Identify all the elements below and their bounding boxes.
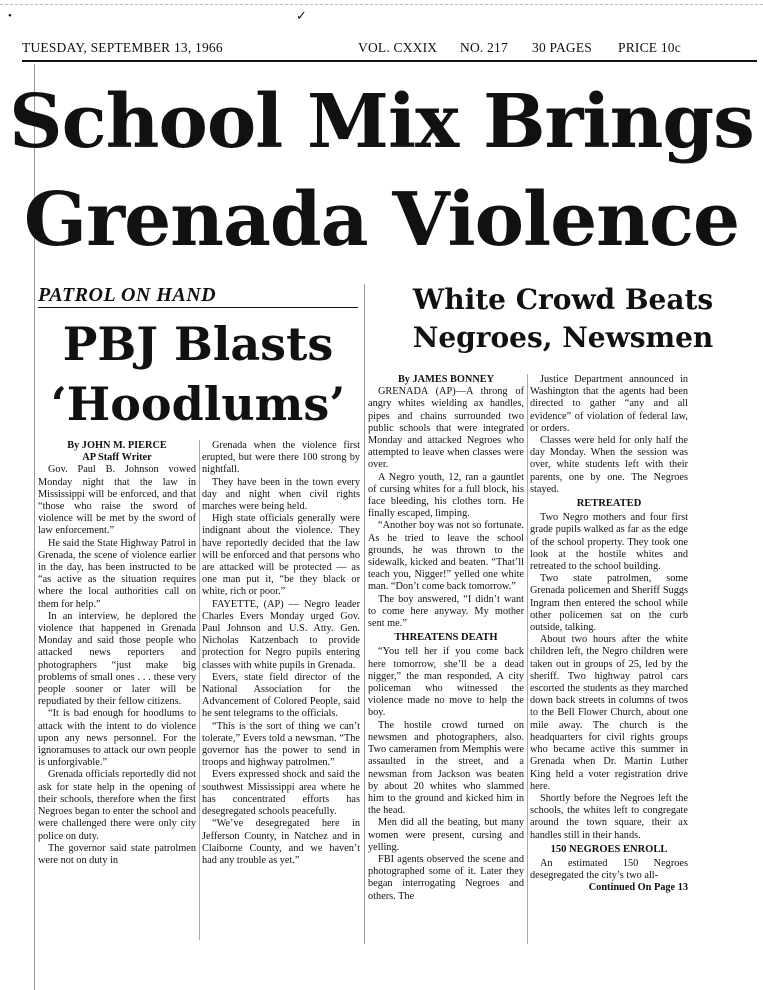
issue-number: NO. 217 [460, 40, 508, 55]
left-story-head-line2: ‘Hoodlums’ [50, 377, 346, 431]
left-story-column-1 [38, 440, 196, 867]
paragraph: Justice Department announced in Washington that the agents had been directed to gather “any and all evidence” of violation of federal law, or orders. [530, 374, 688, 434]
paragraph: The hostile crowd turned on newsmen and photographers, also. Two cameramen from Memphis were assaulted in the street, and a newsman from Jackson was beaten by about 20 whites who slammed him to the ground and kicked him in the head. [368, 719, 524, 817]
right-story-column-2 [530, 374, 688, 895]
subhead-retreated: RETREATED [576, 498, 642, 510]
top-marks [0, 10, 763, 24]
paragraph: Grenada officials reportedly did not ask for state help in the opening of their schools, therefore when the first Negroes began to enter the school and were challenged there were only city police on duty. [38, 769, 196, 842]
story-separator [364, 284, 365, 944]
paragraph: “Another boy was not so fortunate. As he tried to leave the school grounds, he was thrown to the sidewalk, kicked and beaten. “That’ll teach you, Nigger!” yelled one white man. “Don’t come back tomorrow.” [368, 520, 524, 593]
paragraph: FBI agents observed the scene and photographed some of it. Later they began interrogating Negroes and others. The [368, 853, 524, 902]
paragraph: “You tell her if you come back here tomorrow, she’ll be a dead nigger,” the man responded. A city policeman who witnessed the violence made no move to help the boy. [368, 646, 524, 719]
paragraph: About two hours after the white children left, the Negro children were taken out in groups of 25, led by the sheriff. Two highway patrol cars escorted the students as they marched down back streets in columns of twos to the Bell Flower Church, about one mile away. The church is the headquarters for civil rights groups who became active this summer in Grenada when Dr. Martin Luther King held a voter registration drive here. [530, 634, 688, 792]
issue-volume: VOL. CXXIX [358, 40, 438, 55]
paragraph: Two state patrolmen, some Grenada policemen and Sheriff Suggs Ingram then entered the school while other policemen sat on the curb outside, talking. [530, 573, 688, 634]
main-headline-line2: Grenada Violence [23, 177, 740, 263]
paragraph: Gov. Paul B. Johnson vowed Monday night that the law in Mississippi will be enforced, and that “those who raise the sword of violence will be met by the sword of law enforcement.” [38, 464, 196, 537]
column-rule [527, 374, 528, 944]
masthead-dateline [22, 40, 757, 60]
paragraph: High state officials generally were indignant about the violence. They have reportedly decided that the law will be enforced and that persons who are attacked will be protected — as one man put it, “be they black or white, rich or poor.” [202, 513, 360, 598]
top-dashed-rule [0, 4, 763, 5]
paragraph: Evers expressed shock and said the southwest Mississippi area where he has concentrated efforts has desegregated schools peacefully. [202, 769, 360, 818]
main-headline-line1: School Mix Brings [9, 79, 754, 165]
margin-dot: • [8, 10, 12, 22]
issue-price: PRICE 10c [618, 40, 681, 55]
right-story-head-line2: Negroes, Newsmen [412, 321, 714, 354]
paragraph: Shortly before the Negroes left the schools, the whites left to congregate around the town square, their ax handles still in their hands. [530, 792, 688, 841]
paragraph: In an interview, he deplored the violence that happened in Grenada Monday and said those people who attacked news reporters and photographers “just make big problems of small ones . . . these very people sooner or later will be repudiated by their fellow citizens. [38, 610, 196, 708]
paragraph: He said the State Highway Patrol in Grenada, the scene of violence earlier in the day, has been instructed to be “as active as the situation requires where the local authorities call on them for help.” [38, 537, 196, 610]
continued-notice: Continued On Page 13 [588, 882, 688, 894]
left-story-kicker: PATROL ON HAND [38, 284, 217, 306]
right-story-head-line1: White Crowd Beats [412, 283, 714, 316]
paragraph: “This is the sort of thing we can’t tolerate,” Evers told a newsman. “The governor has the power to send in troops and highway patrolmen.” [202, 720, 360, 769]
paragraph: “It is bad enough for hoodlums to attack with the intent to do violence upon any news personnel. For the ignoramuses to attack our own people is unforgivable.” [38, 708, 196, 769]
right-byline: By JAMES BONNEY [397, 374, 495, 385]
check-mark-icon: ✓ [296, 8, 307, 23]
paragraph: The governor said state patrolmen were not on duty in [38, 842, 196, 866]
masthead-rule [22, 60, 757, 62]
left-story-head-line1: PBJ Blasts [62, 317, 334, 371]
paragraph: An estimated 150 Negroes desegregated the city’s two all- [530, 857, 688, 882]
paragraph: “We’ve desegregated here in Jefferson County, in Natchez and in Claiborne County, and we haven’t had any trouble as yet.” [202, 818, 360, 866]
left-byline-title: AP Staff Writer [82, 452, 152, 464]
paragraph: Evers, state field director of the National Association for the Advancement of Colored People, said he sent telegrams to the officials. [202, 671, 360, 720]
subhead-enroll: 150 NEGROES ENROLL [550, 843, 668, 855]
subhead-threatens-death: THREATENS DEATH [394, 632, 498, 644]
page-count: 30 PAGES [532, 40, 592, 55]
paragraph: A Negro youth, 12, ran a gauntlet of cursing whites for a full block, his face bleeding, his clothes torn. He finally escaped, limping. [368, 471, 524, 520]
paragraph: The boy answered, “I didn’t want to come here anyway. My mother sent me.” [368, 593, 524, 630]
kicker-underline [38, 307, 358, 308]
right-story-column-1 [368, 374, 524, 903]
issue-date: TUESDAY, SEPTEMBER 13, 1966 [22, 40, 223, 55]
paragraph: GRENADA (AP)—A throng of angry whites wielding ax handles, pipes and chains surrounded two public schools that were integrated Monday and attacked Negroes who attempted to leave when classes were over. [368, 386, 524, 471]
left-byline-name: By JOHN M. PIERCE [67, 440, 167, 451]
column-rule [199, 440, 200, 940]
paragraph: Men did all the beating, but many women were present, cursing and yelling. [368, 817, 524, 853]
paragraph: Grenada when the violence first erupted, but were there 100 strong by nightfall. [202, 440, 360, 476]
paragraph: FAYETTE, (AP) — Negro leader Charles Evers Monday urged Gov. Paul Johnson and U.S. Atty. Gen. Nicholas Katzenbach to provide protection for Negro pupils entering classes with white pupils in Grenada. [202, 598, 360, 671]
paragraph: Classes were held for only half the day Monday. When the session was over, white students left with their parents, one by one. The Negroes stayed. [530, 435, 688, 495]
paragraph: They have been in the town every day and night when civil rights marches were being held. [202, 476, 360, 513]
paragraph: Two Negro mothers and four first grade pupils walked as far as the edge of the school property. They took one look at the hostile whites and retreated to the school building. [530, 512, 688, 573]
left-story-column-2 [202, 440, 360, 867]
